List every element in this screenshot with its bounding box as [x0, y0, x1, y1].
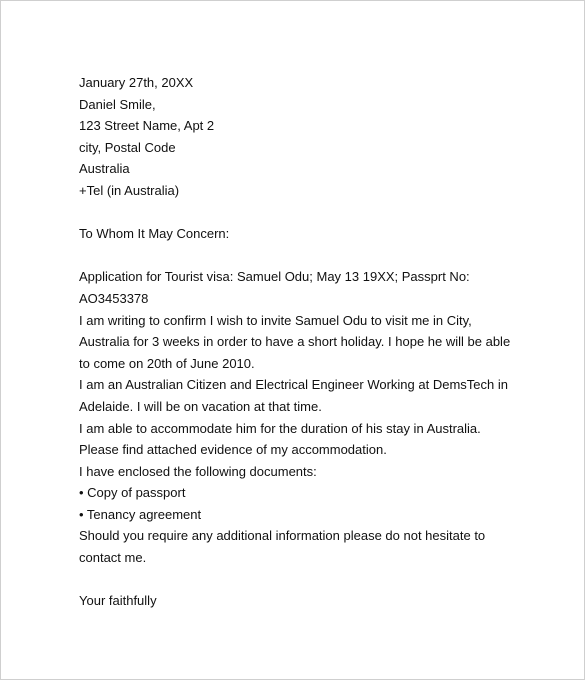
- letter-date: January 27th, 20XX: [79, 75, 194, 90]
- sender-country: Australia: [79, 161, 130, 177]
- salutation: To Whom It May Concern:: [79, 226, 230, 242]
- letter-body: [79, 72, 524, 612]
- sender-tel: +Tel (in Australia): [79, 182, 180, 198]
- sender-street: 123 Street Name, Apt 2: [79, 118, 215, 134]
- closing-paragraph: Should you require any additional information please do not hesitate to contact me.: [79, 528, 486, 566]
- sign-off: Your faithfully: [79, 593, 157, 609]
- spacer: [79, 202, 524, 224]
- paragraph-accommodation: I am able to accommodate him for the duration of his stay in Australia. Please find attached evidence of my accommodation.: [79, 420, 481, 458]
- subject-line: Application for Tourist visa: Samuel Odu; May 13 19XX; Passprt No:: [79, 269, 470, 285]
- subject-passport-number: AO3453378: [79, 290, 149, 306]
- sender-city: city, Postal Code: [79, 139, 176, 155]
- spacer: [79, 569, 524, 591]
- paragraph-enclosures: I have enclosed the following documents:: [79, 463, 317, 479]
- sender-name: Daniel Smile,: [79, 96, 156, 112]
- document-list-item: • Copy of passport: [79, 485, 186, 501]
- spacer: [79, 245, 524, 267]
- paragraph-citizenship: I am an Australian Citizen and Electrical Engineer Working at DemsTech in Adelaide. I will be on vacation at that time.: [79, 377, 508, 414]
- document-list-item: • Tenancy agreement: [79, 506, 202, 522]
- paragraph-invitation: I am writing to confirm I wish to invite Samuel Odu to visit me in City, Australia for 3 weeks in order to have a short holiday. I hope he will be able to come on 20th of June 2010.: [79, 312, 511, 371]
